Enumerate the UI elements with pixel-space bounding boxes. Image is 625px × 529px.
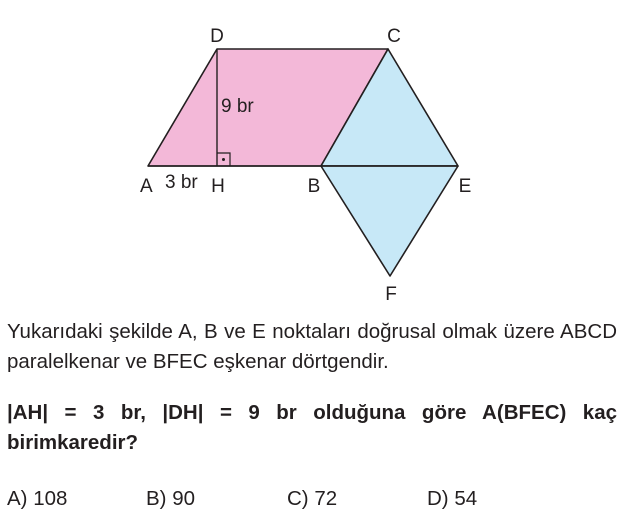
point-label-f: F (385, 284, 397, 305)
point-label-c: C (387, 26, 401, 47)
choice-b[interactable]: B) 90 (146, 487, 195, 510)
point-label-a: A (140, 176, 153, 197)
question-ask: |AH| = 3 br, |DH| = 9 br olduğuna göre A(BFEC) kaç birimkaredir? (7, 401, 617, 454)
question-stem: Yukarıdaki şekilde A, B ve E noktaları doğrusal olmak üzere ABCD paralelkenar ve BFEC eşkenar dörtgendir. (7, 320, 617, 373)
point-label-b: B (307, 176, 321, 197)
measure-dh: 9 br (221, 96, 254, 117)
right-angle-dot (222, 158, 225, 161)
point-label-d: D (210, 26, 224, 47)
measure-ah: 3 br (165, 172, 198, 193)
point-label-e: E (458, 176, 472, 197)
choice-d[interactable]: D) 54 (427, 487, 478, 510)
rhombus-lower-triangle (321, 166, 458, 276)
point-label-h: H (211, 176, 225, 197)
choice-a[interactable]: A) 108 (7, 487, 68, 510)
choice-c[interactable]: C) 72 (287, 487, 338, 510)
